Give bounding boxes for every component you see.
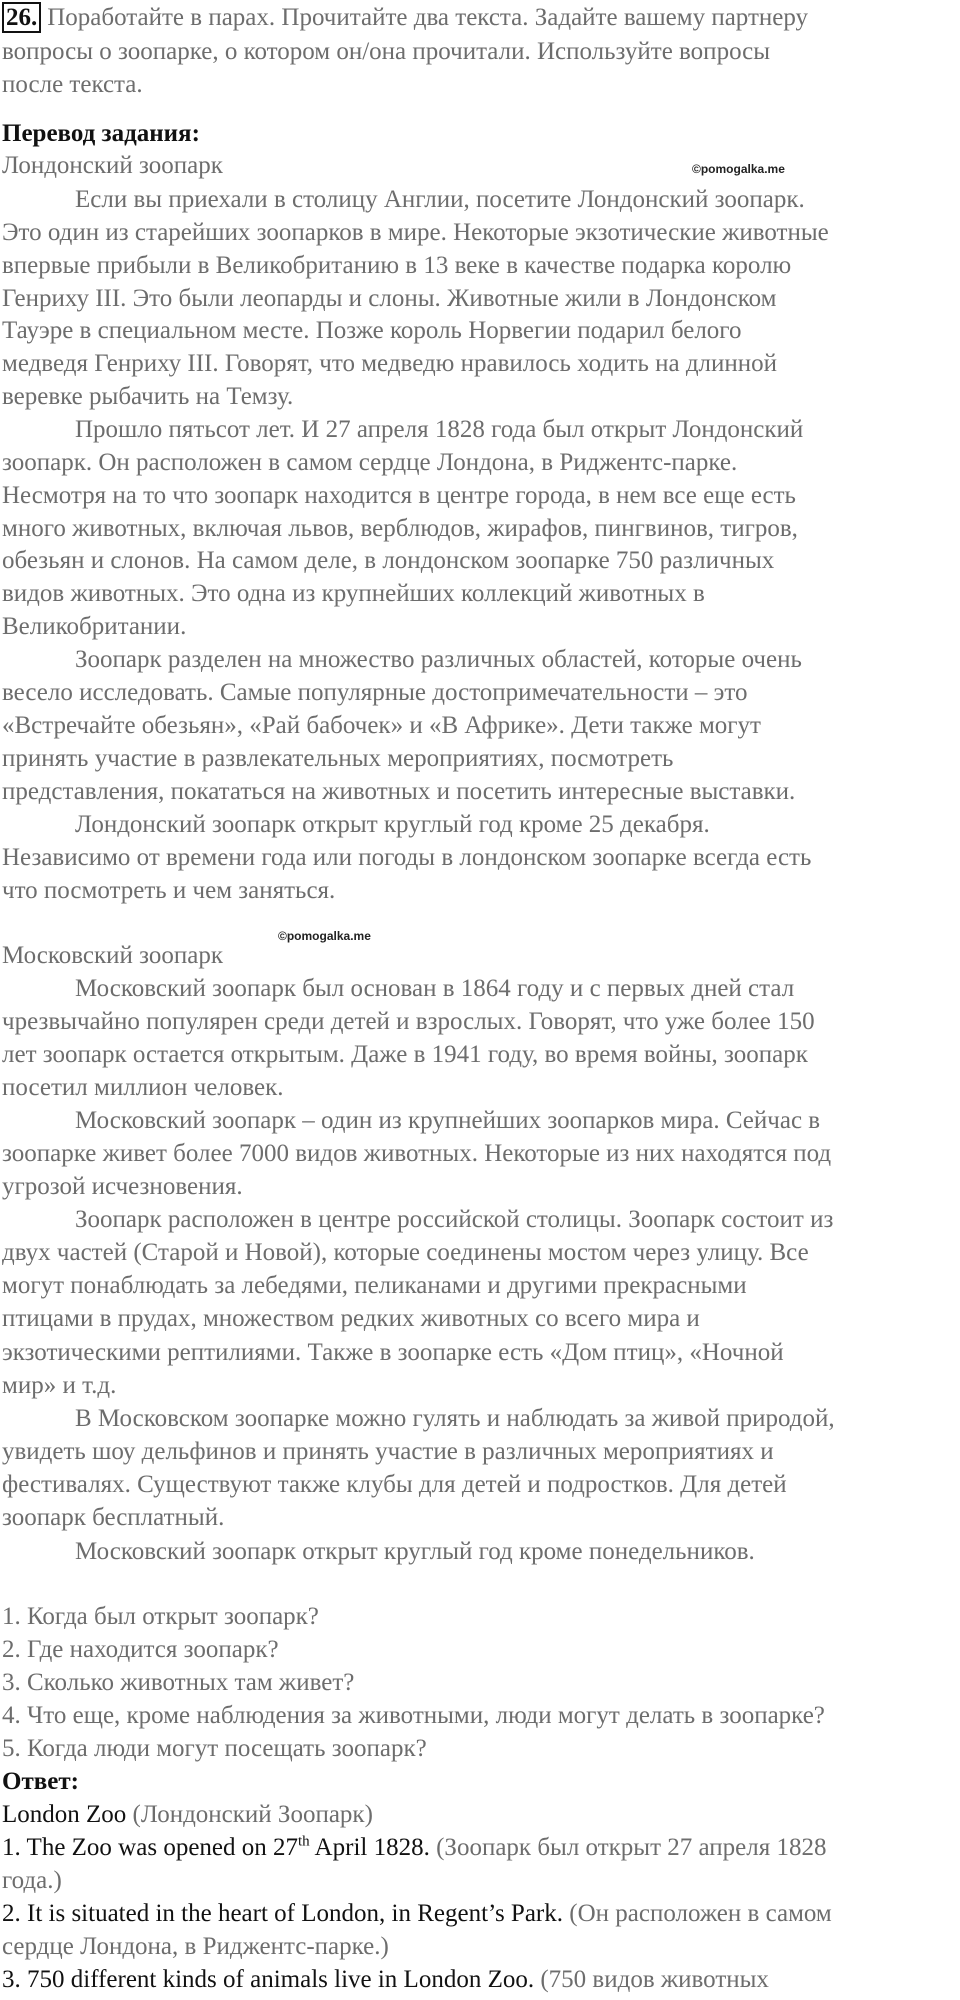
question-item: 5. Когда люди могут посещать зоопарк? [2, 1735, 427, 1762]
moscow-line: экзотическими рептилиями. Также в зоопарке есть «Дом птиц», «Ночной [2, 1339, 784, 1366]
answer-heading: Ответ: [2, 1768, 79, 1795]
london-line: Великобритании. [2, 613, 187, 640]
london-line: Генриху III. Это были леопарды и слоны. Животные жили в Лондонском [2, 285, 777, 312]
answer-zoo-title: London Zoo (Лондонский Зоопарк) [2, 1801, 373, 1828]
translation-heading: Перевод задания: [2, 120, 200, 147]
london-line: принять участие в развлекательных мероприятиях, посмотреть [2, 745, 674, 772]
moscow-line: Московский зоопарк открыт круглый год кроме понедельников. [75, 1538, 755, 1565]
moscow-line: лет зоопарк остается открытым. Даже в 1941 году, во время войны, зоопарк [2, 1041, 808, 1068]
moscow-line: чрезвычайно популярен среди детей и взрослых. Говорят, что уже более 150 [2, 1008, 815, 1035]
london-line: Независимо от времени года или погоды в лондонском зоопарке всегда есть [2, 844, 812, 871]
answer-2-cont: сердце Лондона, в Риджентс-парке.) [2, 1933, 389, 1960]
answer-1-cont: года.) [2, 1867, 62, 1894]
london-line: Несмотря на то что зоопарк находится в центре города, в нем все еще есть [2, 482, 796, 509]
watermark: ©pomogalka.me [692, 162, 785, 176]
london-line: представления, покататься на животных и посетить интересные выставки. [2, 778, 796, 805]
london-title: Лондонский зоопарк [2, 152, 223, 179]
moscow-line: птицами в прудах, множеством редких животных со всего мира и [2, 1305, 700, 1332]
moscow-line: фестивалях. Существуют также клубы для детей и подростков. Для детей [2, 1471, 787, 1498]
london-line: медведя Генриху III. Говорят, что медведю нравилось ходить на длинной [2, 350, 778, 377]
london-line: Если вы приехали в столицу Англии, посетите Лондонский зоопарк. [75, 186, 805, 213]
moscow-title: Московский зоопарк [2, 942, 223, 969]
london-line: Прошло пятьсот лет. И 27 апреля 1828 года был открыт Лондонский [75, 416, 804, 443]
question-item: 4. Что еще, кроме наблюдения за животными, люди могут делать в зоопарке? [2, 1702, 825, 1729]
london-line: зоопарк. Он расположен в самом сердце Лондона, в Риджентс-парке. [2, 449, 738, 476]
moscow-line: могут понаблюдать за лебедями, пеликанами и другими прекрасными [2, 1272, 747, 1299]
moscow-line: В Московском зоопарке можно гулять и наблюдать за живой природой, [75, 1405, 835, 1432]
moscow-line: посетил миллион человек. [2, 1074, 284, 1101]
london-line: что посмотреть и чем заняться. [2, 877, 336, 904]
london-line: Это один из старейших зоопарков в мире. Некоторые экзотические животные [2, 219, 829, 246]
watermark: ©pomogalka.me [278, 929, 371, 943]
moscow-line: двух частей (Старой и Новой), которые соединены мостом через улицу. Все [2, 1239, 809, 1266]
london-line: видов животных. Это одна из крупнейших коллекций животных в [2, 580, 705, 607]
moscow-line: зоопарке живет более 7000 видов животных. Некоторые из них находятся под [2, 1140, 832, 1167]
moscow-line: Московский зоопарк – один из крупнейших зоопарков мира. Сейчас в [75, 1107, 821, 1134]
london-line: веревке рыбачить на Темзу. [2, 383, 294, 410]
question-item: 2. Где находится зоопарк? [2, 1636, 279, 1663]
moscow-line: Зоопарк расположен в центре российской столицы. Зоопарк состоит из [75, 1206, 834, 1233]
task-line-2: вопросы о зоопарке, о котором он/она прочитали. Используйте вопросы [2, 38, 771, 65]
moscow-line: зоопарк бесплатный. [2, 1504, 225, 1531]
london-line: обезьян и слонов. На самом деле, в лондонском зоопарке 750 различных [2, 547, 775, 574]
london-line: много животных, включая львов, верблюдов, жирафов, пингвинов, тигров, [2, 515, 798, 542]
answer-1: 1. The Zoo was opened on 27th April 1828. (Зоопарк был открыт 27 апреля 1828 [2, 1833, 827, 1861]
london-line: Тауэре в специальном месте. Позже король Норвегии подарил белого [2, 317, 742, 344]
answer-2: 2. It is situated in the heart of London, in Regent’s Park. (Он расположен в самом [2, 1900, 832, 1927]
moscow-line: мир» и т.д. [2, 1372, 117, 1399]
moscow-line: Московский зоопарк был основан в 1864 году и с первых дней стал [75, 975, 795, 1002]
moscow-line: угрозой исчезновения. [2, 1173, 243, 1200]
task-number: 26. [2, 2, 41, 33]
london-line: «Встречайте обезьян», «Рай бабочек» и «В Африке». Дети также могут [2, 712, 761, 739]
question-item: 3. Сколько животных там живет? [2, 1669, 355, 1696]
london-line: Лондонский зоопарк открыт круглый год кроме 25 декабря. [75, 811, 710, 838]
task-line-1: 26. Поработайте в парах. Прочитайте два текста. Задайте вашему партнеру [2, 2, 808, 34]
london-line: весело исследовать. Самые популярные достопримечательности – это [2, 679, 748, 706]
question-item: 1. Когда был открыт зоопарк? [2, 1603, 319, 1630]
moscow-line: увидеть шоу дельфинов и принять участие в различных мероприятиях и [2, 1438, 774, 1465]
answer-3: 3. 750 different kinds of animals live in London Zoo. (750 видов животных [2, 1966, 769, 1993]
task-line-3: после текста. [2, 71, 143, 98]
london-line: Зоопарк разделен на множество различных областей, которые очень [75, 646, 802, 673]
london-line: впервые прибыли в Великобританию в 13 веке в качестве подарка королю [2, 252, 792, 279]
